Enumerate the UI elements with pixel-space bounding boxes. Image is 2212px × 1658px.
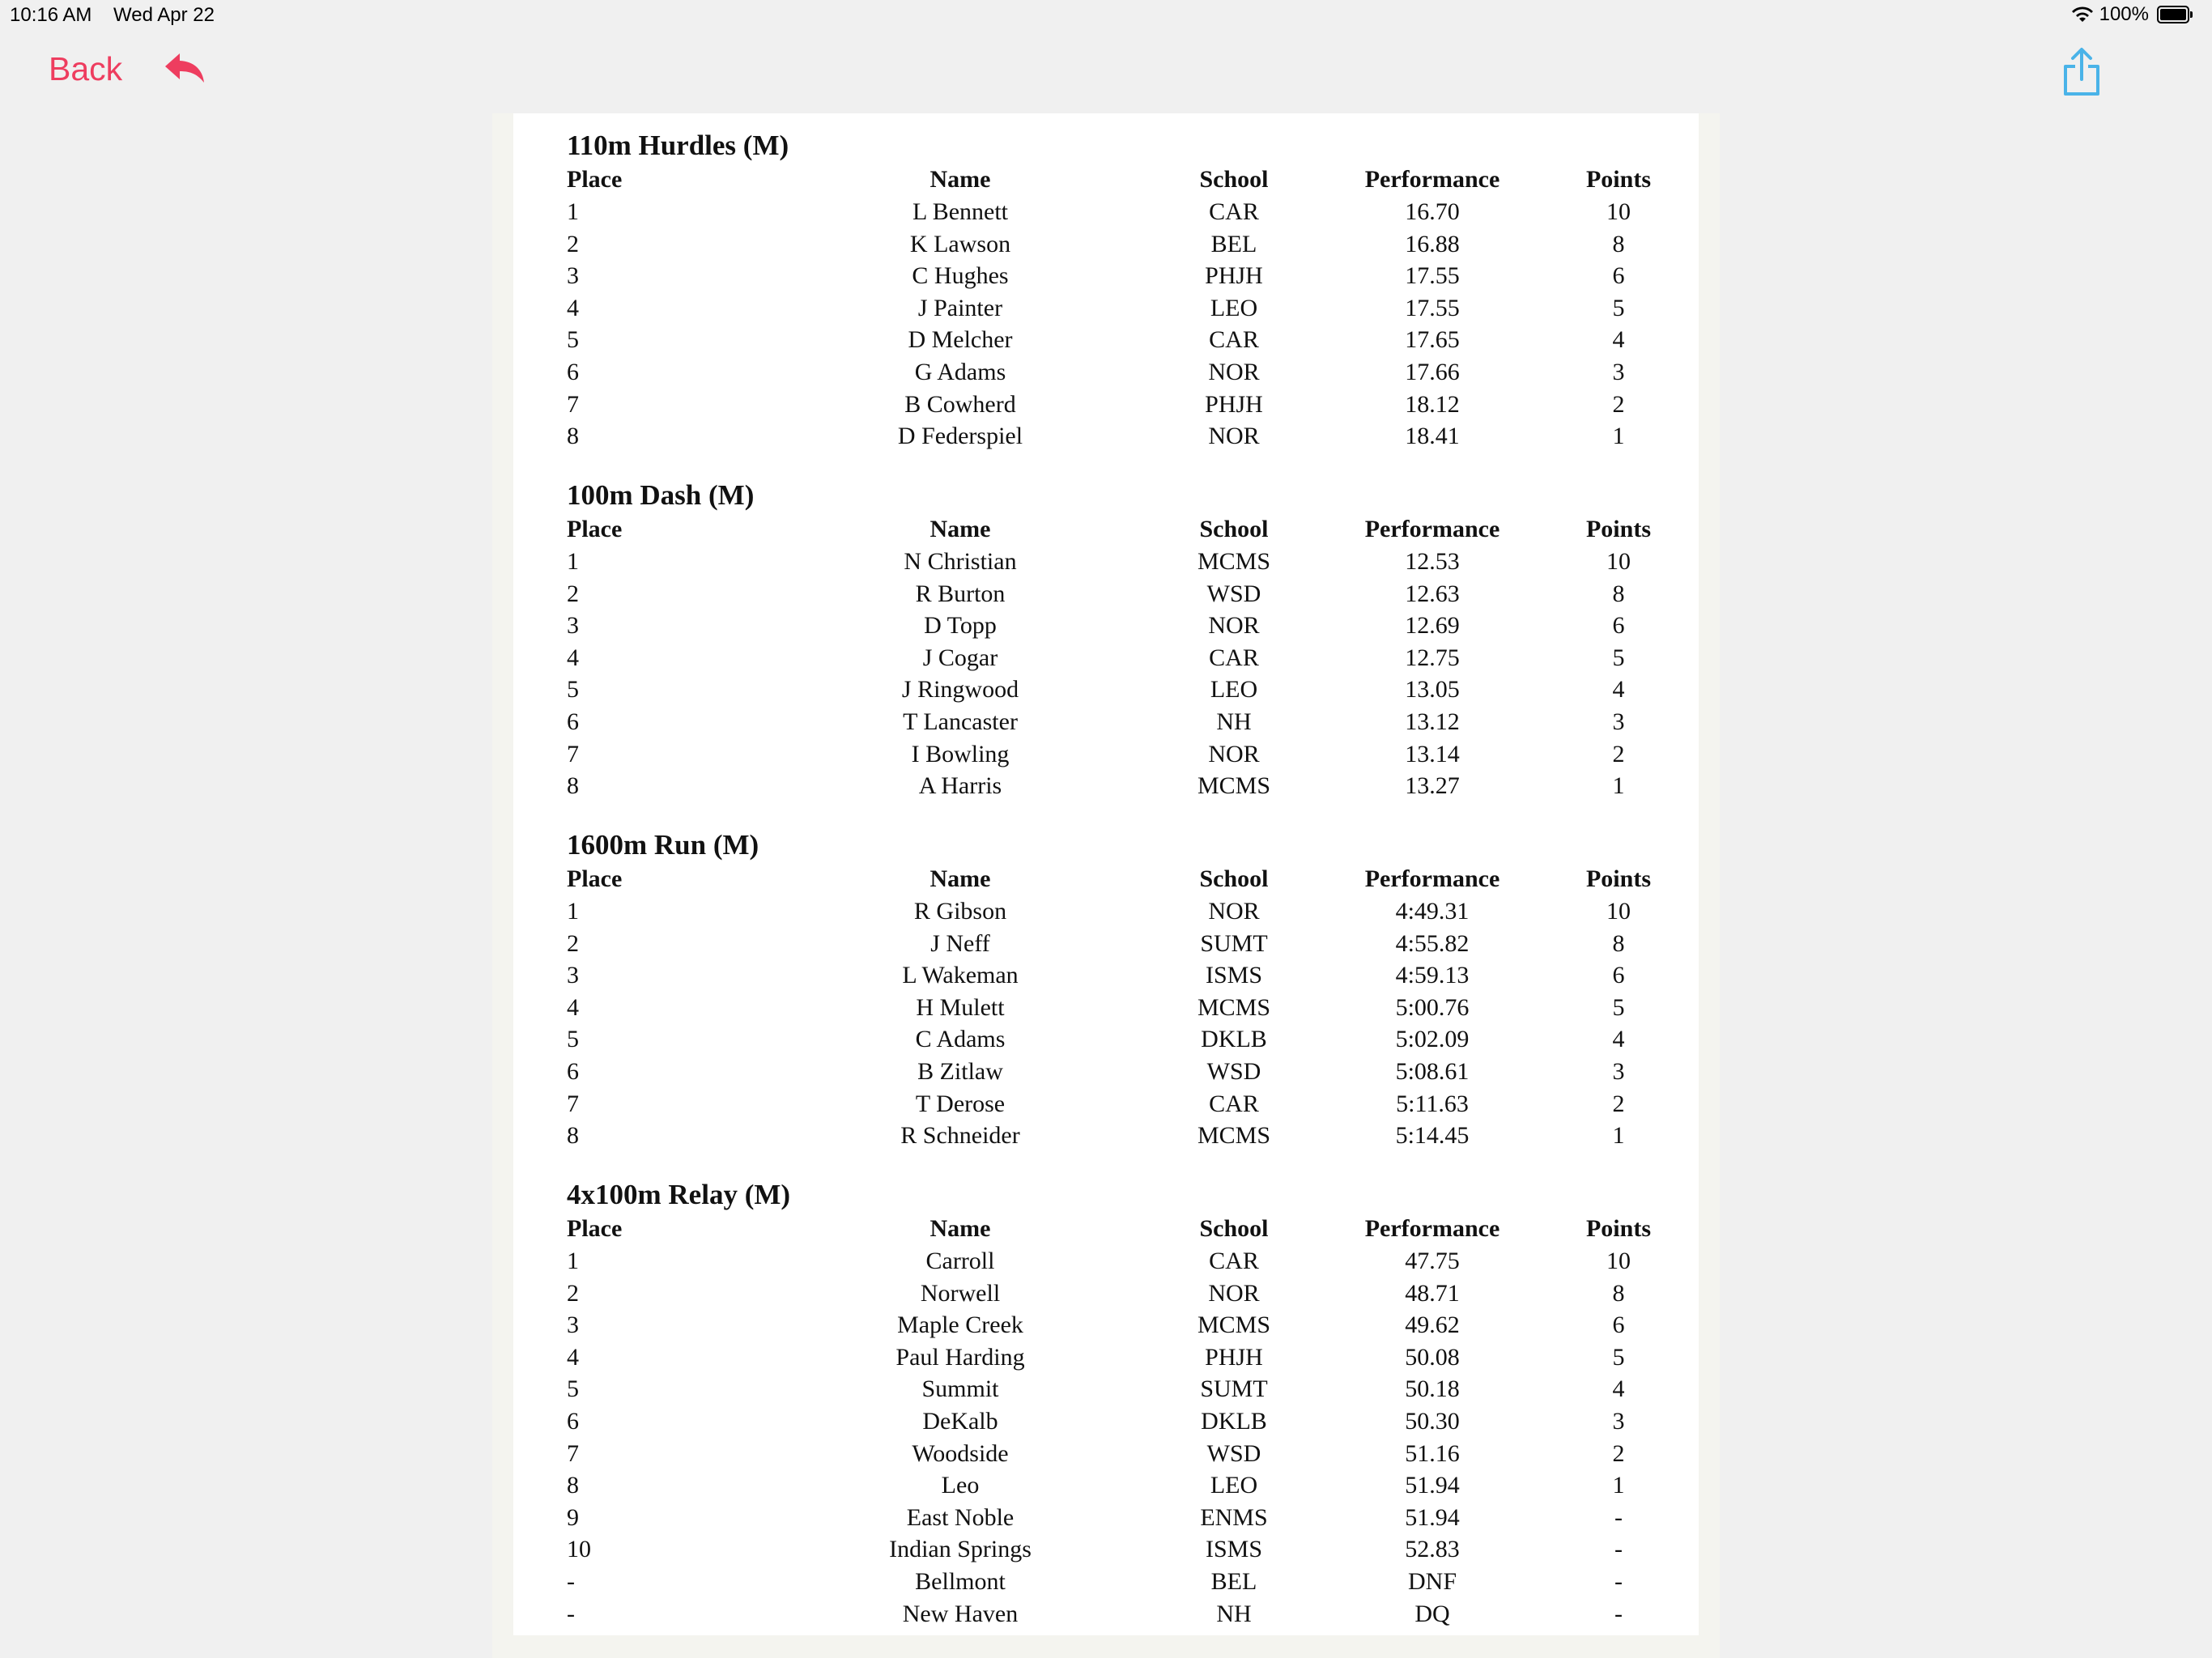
navigation-bar — [0, 32, 2212, 113]
cell-performance: 5:00.76 — [1395, 993, 1470, 1021]
cell-place: 1 — [567, 1248, 579, 1274]
cell-school: NH — [1216, 708, 1252, 735]
cell-performance: 51.16 — [1405, 1439, 1460, 1467]
results-page — [513, 113, 1699, 1635]
cell-performance: 13.14 — [1405, 740, 1460, 767]
table-row — [513, 1023, 1699, 1056]
status-date: Wed Apr 22 — [113, 4, 215, 26]
cell-points: 10 — [1606, 198, 1631, 225]
cell-performance: 51.94 — [1405, 1503, 1460, 1531]
table-row — [513, 356, 1699, 389]
table-row — [513, 292, 1699, 325]
cell-place: 4 — [567, 644, 579, 671]
cell-performance: 52.83 — [1405, 1536, 1460, 1563]
wifi-icon — [2070, 6, 2095, 23]
cell-place: 7 — [567, 740, 579, 767]
table-row — [513, 895, 1699, 928]
table-row — [513, 1502, 1699, 1534]
cell-school: DKLB — [1201, 1408, 1267, 1435]
event-title: 110m Hurdles (M) — [567, 130, 789, 161]
cell-place: 6 — [567, 1058, 579, 1085]
header-school: School — [1199, 166, 1269, 193]
cell-points: 6 — [1612, 962, 1625, 989]
cell-place: 4 — [567, 993, 579, 1021]
cell-place: 10 — [567, 1536, 591, 1563]
cell-points: - — [1614, 1503, 1623, 1531]
cell-performance: 17.55 — [1405, 294, 1460, 321]
document-viewer[interactable] — [492, 113, 1720, 1658]
cell-performance: 49.62 — [1405, 1312, 1460, 1339]
cell-place: - — [567, 1568, 575, 1595]
table-row — [513, 706, 1699, 738]
table-row — [513, 196, 1699, 228]
cell-points: 5 — [1612, 1343, 1625, 1371]
cell-school: PHJH — [1205, 390, 1263, 418]
header-performance: Performance — [1364, 166, 1500, 193]
battery-icon — [2157, 6, 2189, 23]
cell-name: H Mulett — [916, 993, 1005, 1021]
table-header — [513, 513, 1699, 546]
table-row — [513, 260, 1699, 292]
cell-place: 5 — [567, 1375, 579, 1403]
cell-name: Norwell — [920, 1279, 1001, 1307]
cell-school: MCMS — [1197, 772, 1271, 800]
cell-school: CAR — [1209, 1248, 1259, 1274]
cell-name: Woodside — [912, 1439, 1009, 1467]
cell-name: C Hughes — [912, 262, 1009, 290]
cell-place: 1 — [567, 548, 579, 575]
table-row — [513, 610, 1699, 642]
table-row — [513, 1373, 1699, 1405]
table-row — [513, 1341, 1699, 1374]
cell-name: Summit — [921, 1375, 999, 1403]
table-row — [513, 1245, 1699, 1278]
cell-school: MCMS — [1197, 1312, 1271, 1339]
cell-name: Paul Harding — [895, 1343, 1025, 1371]
cell-points: 1 — [1612, 423, 1625, 450]
table-row — [513, 1533, 1699, 1566]
cell-points: 5 — [1612, 644, 1625, 671]
header-place: Place — [567, 865, 623, 892]
header-performance: Performance — [1364, 865, 1500, 892]
event-title: 1600m Run (M) — [567, 829, 759, 861]
cell-name: East Noble — [906, 1503, 1015, 1531]
cell-school: ISMS — [1205, 962, 1263, 989]
cell-points: 4 — [1612, 676, 1625, 704]
cell-points: 10 — [1606, 1248, 1631, 1274]
cell-points: 3 — [1612, 359, 1625, 385]
cell-points: 8 — [1612, 230, 1625, 257]
event-title: 4x100m Relay (M) — [567, 1179, 791, 1210]
cell-points: 6 — [1612, 612, 1625, 640]
cell-place: - — [567, 1600, 575, 1627]
cell-performance: 51.94 — [1405, 1472, 1460, 1499]
cell-school: CAR — [1209, 1090, 1259, 1117]
cell-school: CAR — [1209, 326, 1259, 354]
table-row — [513, 578, 1699, 610]
cell-performance: 47.75 — [1405, 1248, 1460, 1274]
header-points: Points — [1585, 1215, 1651, 1242]
cell-performance: 17.65 — [1405, 326, 1460, 354]
table-row — [513, 1088, 1699, 1120]
cell-place: 2 — [567, 1279, 579, 1307]
cell-performance: 12.69 — [1405, 612, 1460, 640]
share-icon[interactable] — [2061, 47, 2102, 97]
cell-place: 3 — [567, 612, 579, 640]
cell-performance: 5:08.61 — [1395, 1058, 1470, 1085]
cell-points: 3 — [1612, 708, 1625, 735]
cell-school: WSD — [1206, 1058, 1261, 1085]
cell-place: 3 — [567, 1312, 579, 1339]
cell-place: 4 — [567, 1343, 579, 1371]
table-row — [513, 928, 1699, 960]
cell-performance: 18.12 — [1405, 390, 1460, 418]
table-row — [513, 1438, 1699, 1470]
cell-name: R Gibson — [913, 898, 1007, 925]
cell-school: LEO — [1210, 1472, 1258, 1499]
cell-name: J Neff — [930, 929, 990, 957]
cell-place: 5 — [567, 1026, 579, 1053]
cell-school: PHJH — [1205, 262, 1263, 290]
cell-school: PHJH — [1205, 1343, 1263, 1371]
cell-performance: 13.05 — [1405, 676, 1460, 704]
cell-place: 5 — [567, 676, 579, 704]
cell-place: 6 — [567, 708, 579, 735]
cell-school: DKLB — [1201, 1026, 1267, 1053]
cell-performance: 5:02.09 — [1395, 1026, 1470, 1053]
cell-name: Maple Creek — [897, 1312, 1023, 1339]
header-name: Name — [929, 865, 991, 892]
cell-points: 8 — [1612, 580, 1625, 607]
cell-points: - — [1614, 1600, 1623, 1627]
table-row — [513, 1566, 1699, 1598]
header-place: Place — [567, 1215, 623, 1242]
cell-performance: 50.30 — [1405, 1408, 1460, 1435]
cell-school: ENMS — [1200, 1503, 1268, 1531]
cell-school: LEO — [1210, 294, 1258, 321]
cell-school: WSD — [1206, 580, 1261, 607]
cell-points: - — [1614, 1568, 1623, 1595]
cell-school: ISMS — [1205, 1536, 1263, 1563]
cell-name: DeKalb — [922, 1408, 998, 1435]
cell-school: NOR — [1208, 740, 1260, 767]
cell-points: 4 — [1612, 326, 1625, 354]
header-school: School — [1199, 516, 1269, 542]
cell-points: 2 — [1612, 1090, 1625, 1117]
cell-name: D Federspiel — [897, 423, 1023, 450]
cell-performance: 12.63 — [1405, 580, 1460, 607]
cell-name: N Christian — [904, 548, 1017, 575]
cell-points: 8 — [1612, 1279, 1625, 1307]
cell-place: 2 — [567, 929, 579, 957]
cell-name: K Lawson — [909, 230, 1011, 257]
cell-school: NOR — [1208, 423, 1260, 450]
cell-points: 1 — [1612, 1472, 1625, 1499]
cell-place: 8 — [567, 1122, 579, 1150]
cell-points: 2 — [1612, 1439, 1625, 1467]
cell-school: SUMT — [1200, 929, 1268, 957]
table-row — [513, 959, 1699, 992]
header-performance: Performance — [1364, 516, 1500, 542]
cell-name: T Derose — [915, 1090, 1006, 1117]
header-school: School — [1199, 1215, 1269, 1242]
cell-name: J Cogar — [922, 644, 998, 671]
cell-school: NH — [1216, 1600, 1252, 1627]
table-header — [513, 1213, 1699, 1245]
cell-points: - — [1614, 1536, 1623, 1563]
table-row — [513, 546, 1699, 578]
cell-points: 5 — [1612, 294, 1625, 321]
cell-performance: 48.71 — [1405, 1279, 1460, 1307]
table-header — [513, 863, 1699, 895]
cell-performance: 13.27 — [1405, 772, 1460, 800]
cell-name: J Ringwood — [901, 676, 1019, 704]
table-row — [513, 674, 1699, 706]
cell-performance: 18.41 — [1405, 423, 1460, 450]
cell-place: 6 — [567, 1408, 579, 1435]
cell-school: NOR — [1208, 359, 1260, 385]
cell-performance: DNF — [1407, 1568, 1457, 1595]
cell-points: 1 — [1612, 1122, 1625, 1150]
cell-place: 8 — [567, 1472, 579, 1499]
cell-name: A Harris — [918, 772, 1002, 800]
event-title: 100m Dash (M) — [567, 479, 755, 511]
cell-place: 7 — [567, 1439, 579, 1467]
cell-points: 3 — [1612, 1408, 1625, 1435]
cell-place: 1 — [567, 198, 579, 225]
back-button[interactable]: Back — [49, 50, 123, 87]
table-row — [513, 1056, 1699, 1088]
cell-name: T Lancaster — [903, 708, 1018, 735]
cell-points: 8 — [1612, 929, 1625, 957]
cell-school: NOR — [1208, 898, 1260, 925]
cell-name: Indian Springs — [889, 1536, 1032, 1563]
cell-points: 5 — [1612, 993, 1625, 1021]
cell-performance: 4:49.31 — [1395, 898, 1470, 925]
cell-performance: 12.53 — [1405, 548, 1460, 575]
cell-performance: DQ — [1414, 1600, 1450, 1627]
status-right — [2070, 3, 2189, 26]
cell-name: B Zitlaw — [917, 1058, 1003, 1085]
cell-performance: 17.55 — [1405, 262, 1460, 290]
header-place: Place — [567, 166, 623, 193]
cell-school: MCMS — [1197, 993, 1271, 1021]
cell-points: 6 — [1612, 1312, 1625, 1339]
cell-points: 10 — [1606, 548, 1631, 575]
cell-school: CAR — [1209, 198, 1259, 225]
cell-name: Leo — [941, 1472, 980, 1499]
cell-place: 8 — [567, 772, 579, 800]
header-name: Name — [929, 166, 991, 193]
cell-place: 3 — [567, 962, 579, 989]
header-points: Points — [1585, 166, 1651, 193]
table-row — [513, 1598, 1699, 1630]
cell-name: I Bowling — [911, 740, 1010, 767]
cell-place: 3 — [567, 262, 579, 290]
cell-performance: 13.12 — [1405, 708, 1460, 735]
cell-name: D Topp — [924, 612, 997, 640]
header-name: Name — [929, 1215, 991, 1242]
cell-performance: 50.08 — [1405, 1343, 1460, 1371]
cell-name: Carroll — [925, 1248, 995, 1274]
battery-percent: 100% — [2099, 3, 2149, 25]
table-row — [513, 228, 1699, 261]
table-row — [513, 738, 1699, 771]
cell-points: 6 — [1612, 262, 1625, 290]
cell-performance: 16.88 — [1405, 230, 1460, 257]
cell-points: 4 — [1612, 1375, 1625, 1403]
table-row — [513, 1309, 1699, 1341]
cell-name: D Melcher — [908, 326, 1013, 354]
cell-points: 2 — [1612, 740, 1625, 767]
cell-school: CAR — [1209, 644, 1259, 671]
cell-place: 1 — [567, 898, 579, 925]
header-points: Points — [1585, 516, 1651, 542]
cell-place: 2 — [567, 580, 579, 607]
cell-place: 2 — [567, 230, 579, 257]
cell-performance: 5:14.45 — [1395, 1122, 1470, 1150]
cell-name: R Schneider — [900, 1122, 1020, 1150]
header-performance: Performance — [1364, 1215, 1500, 1242]
cell-place: 7 — [567, 1090, 579, 1117]
cell-name: L Wakeman — [902, 962, 1019, 989]
cell-points: 1 — [1612, 772, 1625, 800]
header-name: Name — [929, 516, 991, 542]
table-row — [513, 770, 1699, 802]
header-place: Place — [567, 516, 623, 542]
cell-school: SUMT — [1200, 1375, 1268, 1403]
cell-place: 5 — [567, 326, 579, 354]
header-points: Points — [1585, 865, 1651, 892]
header-school: School — [1199, 865, 1269, 892]
table-row — [513, 1120, 1699, 1152]
cell-performance: 50.18 — [1405, 1375, 1460, 1403]
cell-name: B Cowherd — [904, 390, 1016, 418]
table-row — [513, 324, 1699, 356]
cell-school: NOR — [1208, 1279, 1260, 1307]
cell-name: New Haven — [902, 1600, 1019, 1627]
cell-performance: 16.70 — [1405, 198, 1460, 225]
cell-name: C Adams — [915, 1026, 1006, 1053]
cell-performance: 12.75 — [1405, 644, 1460, 671]
status-bar — [0, 0, 2212, 32]
cell-place: 4 — [567, 294, 579, 321]
cell-name: G Adams — [914, 359, 1006, 385]
cell-performance: 4:59.13 — [1395, 962, 1470, 989]
cell-school: LEO — [1210, 676, 1258, 704]
table-row — [513, 992, 1699, 1024]
cell-performance: 4:55.82 — [1395, 929, 1470, 957]
table-row — [513, 1469, 1699, 1502]
cell-place: 9 — [567, 1503, 579, 1531]
table-row — [513, 642, 1699, 674]
cell-school: BEL — [1210, 1568, 1257, 1595]
cell-name: L Bennett — [912, 198, 1009, 225]
cell-school: WSD — [1206, 1439, 1261, 1467]
cell-name: J Painter — [917, 294, 1003, 321]
cell-school: BEL — [1210, 230, 1257, 257]
status-time: 10:16 AM — [10, 4, 92, 26]
cell-points: 3 — [1612, 1058, 1625, 1085]
table-row — [513, 389, 1699, 421]
table-row — [513, 420, 1699, 453]
cell-points: 10 — [1606, 898, 1631, 925]
cell-name: Bellmont — [915, 1568, 1006, 1595]
cell-school: NOR — [1208, 612, 1260, 640]
table-header — [513, 164, 1699, 196]
table-row — [513, 1278, 1699, 1310]
reply-icon[interactable] — [162, 50, 207, 86]
cell-performance: 17.66 — [1405, 359, 1460, 385]
cell-school: MCMS — [1197, 548, 1271, 575]
cell-place: 6 — [567, 359, 579, 385]
table-row — [513, 1405, 1699, 1438]
cell-school: MCMS — [1197, 1122, 1271, 1150]
cell-place: 8 — [567, 423, 579, 450]
cell-points: 4 — [1612, 1026, 1625, 1053]
cell-name: R Burton — [915, 580, 1006, 607]
cell-place: 7 — [567, 390, 579, 418]
cell-points: 2 — [1612, 390, 1625, 418]
cell-performance: 5:11.63 — [1396, 1090, 1469, 1117]
